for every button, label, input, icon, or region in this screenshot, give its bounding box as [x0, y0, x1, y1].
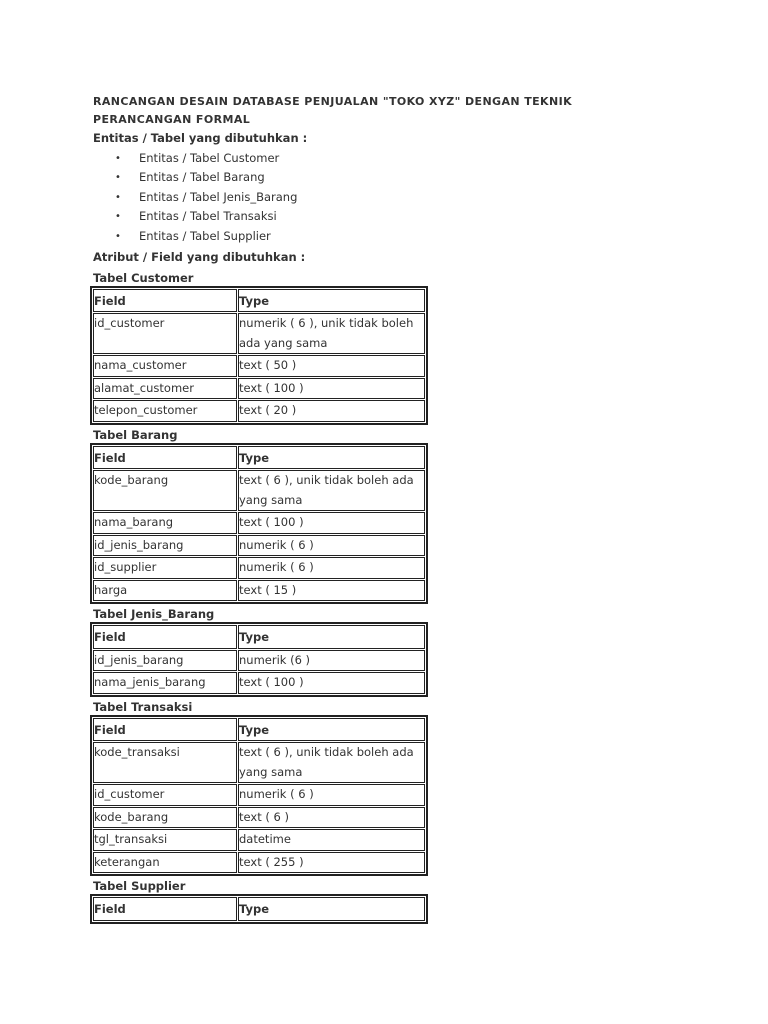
attributes-heading: Atribut / Field yang dibutuhkan : — [93, 250, 306, 264]
field-type: numerik ( 6 ), unik tidak boleh ada yang sama — [238, 313, 425, 354]
table-row — [93, 852, 425, 874]
field-type: numerik (6 ) — [238, 650, 425, 672]
table-row — [93, 378, 425, 400]
table-title-supplier: Tabel Supplier — [93, 879, 186, 893]
table-barang — [90, 443, 428, 605]
header-field: Field — [93, 446, 237, 470]
bullet-icon: • — [115, 152, 121, 164]
field-name: keterangan — [93, 852, 237, 874]
field-type: datetime — [238, 829, 425, 851]
table-row — [93, 829, 425, 851]
entity-label: Entitas / Tabel Transaksi — [139, 209, 277, 223]
table-transaksi — [90, 715, 428, 877]
field-type: text ( 100 ) — [238, 512, 425, 534]
field-name: kode_barang — [93, 807, 237, 829]
field-name: nama_barang — [93, 512, 237, 534]
header-type: Type — [238, 718, 425, 742]
header-type: Type — [238, 625, 425, 649]
table-header-row — [93, 897, 425, 921]
field-type: text ( 6 ), unik tidak boleh ada yang sama — [238, 470, 425, 511]
field-name: alamat_customer — [93, 378, 237, 400]
field-name: nama_customer — [93, 355, 237, 377]
table-header-row — [93, 625, 425, 649]
table-row — [93, 470, 425, 511]
table-jenis-barang — [90, 622, 428, 697]
field-type: text ( 50 ) — [238, 355, 425, 377]
table-title-customer: Tabel Customer — [93, 270, 194, 285]
table-row — [93, 580, 425, 602]
field-type: text ( 6 ) — [238, 807, 425, 829]
bullet-icon: • — [115, 172, 121, 183]
entity-label: Entitas / Tabel Jenis_Barang — [139, 189, 298, 204]
list-item — [93, 188, 673, 208]
header-type: Type — [238, 446, 425, 470]
table-title-jenis-barang: Tabel Jenis_Barang — [93, 607, 215, 621]
field-type: numerik ( 6 ) — [238, 784, 425, 806]
header-field: Field — [93, 718, 237, 742]
bullet-icon: • — [115, 230, 121, 242]
entities-list — [93, 149, 673, 247]
header-field: Field — [93, 289, 237, 313]
table-row — [93, 355, 425, 377]
bullet-icon: • — [115, 191, 121, 203]
table-row — [93, 672, 425, 694]
table-row — [93, 557, 425, 579]
field-name: kode_barang — [93, 470, 237, 511]
table-row — [93, 512, 425, 534]
field-name: nama_jenis_barang — [93, 672, 237, 694]
field-type: text ( 20 ) — [238, 400, 425, 422]
table-row — [93, 784, 425, 806]
table-row — [93, 742, 425, 783]
list-item — [93, 207, 673, 227]
list-item — [93, 227, 673, 247]
list-item — [93, 149, 673, 169]
entity-label: Entitas / Tabel Customer — [139, 150, 280, 165]
field-name: id_supplier — [93, 557, 237, 579]
entities-heading: Entitas / Tabel yang dibutuhkan : — [93, 131, 308, 145]
table-header-row — [93, 446, 425, 470]
bullet-icon: • — [115, 211, 121, 222]
header-type: Type — [238, 897, 425, 921]
field-type: text ( 100 ) — [238, 378, 425, 400]
field-type: text ( 15 ) — [238, 580, 425, 602]
table-row — [93, 807, 425, 829]
field-name: id_customer — [93, 313, 237, 354]
document — [93, 93, 673, 924]
table-row — [93, 313, 425, 354]
table-supplier — [90, 894, 428, 924]
entity-label: Entitas / Tabel Barang — [139, 170, 265, 184]
entity-label: Entitas / Tabel Supplier — [139, 228, 271, 243]
field-name: id_jenis_barang — [93, 650, 237, 672]
list-item — [93, 168, 673, 188]
field-name: id_customer — [93, 784, 237, 806]
table-header-row — [93, 718, 425, 742]
table-header-row — [93, 289, 425, 313]
header-field: Field — [93, 897, 237, 921]
field-name: tgl_transaksi — [93, 829, 237, 851]
field-type: text ( 6 ), unik tidak boleh ada yang sama — [238, 742, 425, 783]
table-row — [93, 400, 425, 422]
field-name: harga — [93, 580, 237, 602]
table-title-barang: Tabel Barang — [93, 427, 178, 442]
document-title: RANCANGAN DESAIN DATABASE PENJUALAN "TOKO XYZ" DENGAN TEKNIK PERANCANGAN FORMAL — [93, 95, 572, 126]
field-type: text ( 255 ) — [238, 852, 425, 874]
header-type: Type — [238, 289, 425, 313]
field-type: text ( 100 ) — [238, 672, 425, 694]
table-row — [93, 650, 425, 672]
header-field: Field — [93, 625, 237, 649]
field-name: telepon_customer — [93, 400, 237, 422]
table-customer — [90, 286, 428, 425]
field-type: numerik ( 6 ) — [238, 535, 425, 557]
field-name: kode_transaksi — [93, 742, 237, 783]
table-row — [93, 535, 425, 557]
table-title-transaksi: Tabel Transaksi — [93, 699, 193, 714]
field-type: numerik ( 6 ) — [238, 557, 425, 579]
field-name: id_jenis_barang — [93, 535, 237, 557]
